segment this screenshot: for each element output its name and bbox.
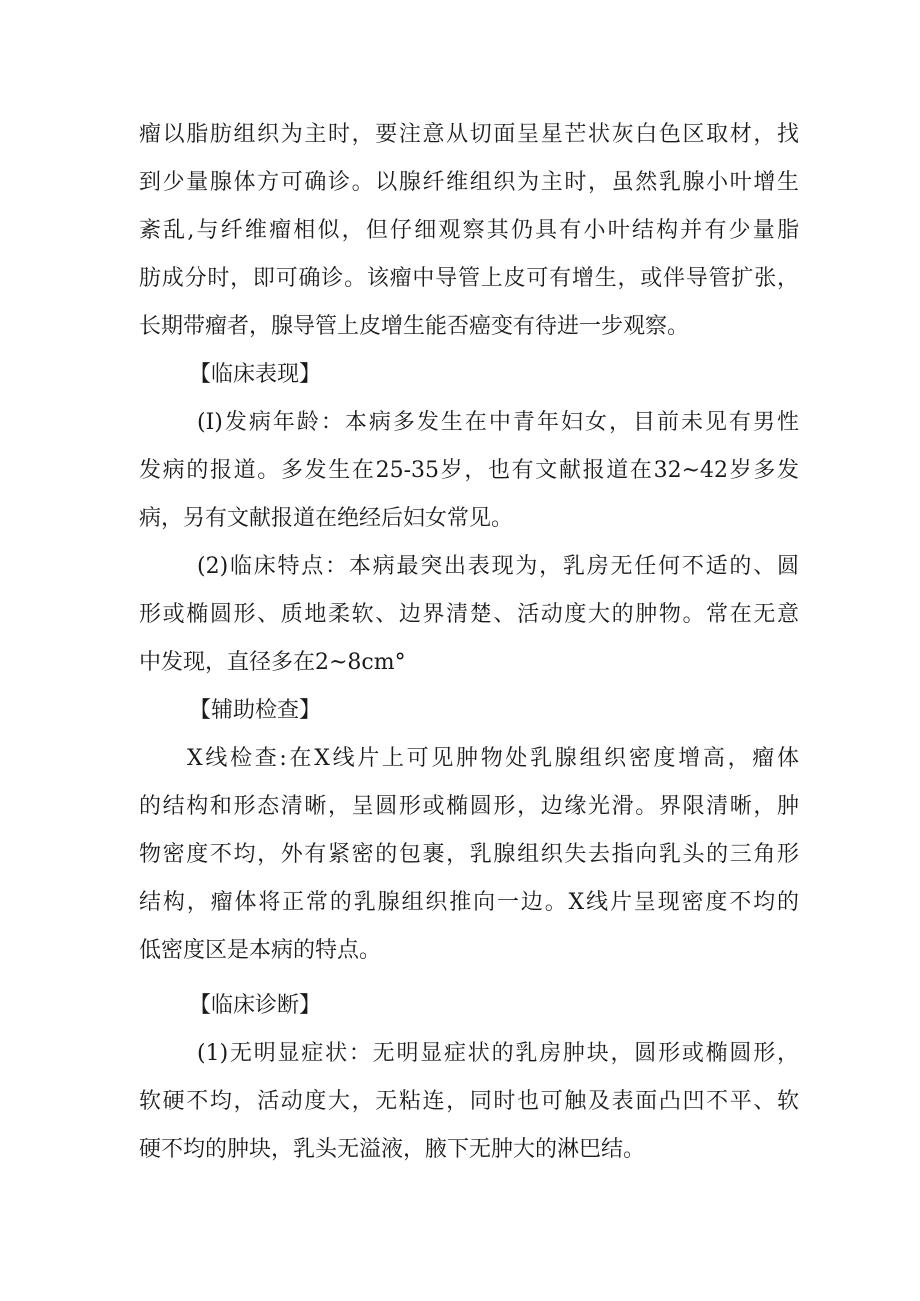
paragraph-line: 长期带瘤者，腺导管上皮增生能否癌变有待进一步观察。 [139,314,690,339]
section-gap [139,975,799,982]
section-heading-diagnosis: 【临床诊断】 [189,993,322,1018]
paragraph-line: 物密度不均，外有紧密的包裹，乳腺组织失去指向乳头的三角形 [139,842,799,867]
section-heading-aux: 【辅助检查】 [189,698,322,723]
paragraph-line: 形或椭圆形、质地柔软、边界清楚、活动度大的肿物。常在无意 [139,602,799,627]
paragraph-line: 病，另有文献报道在绝经后妇女常见。 [139,506,514,531]
paragraph-line: 到少量腺体方可确诊。以腺纤维组织为主时，虽然乳腺小叶增生 [139,170,799,195]
paragraph-line: (2)临床特点：本病最突出表现为，乳房无任何不适的、圆 [197,554,799,579]
paragraph-line: X线检查:在X线片上可见肿物处乳腺组织密度增高，瘤体 [187,746,799,771]
paragraph-line: 软硬不均，活动度大，无粘连，同时也可触及表面凸凹不平、软 [139,1089,799,1114]
paragraph-line: (I)发病年龄：本病多发生在中青年妇女，目前未见有男性 [197,410,799,435]
paragraph-line: 中发现，直径多在2~8cm° [139,650,406,675]
paragraph-line: 瘤以脂肪组织为主时，要注意从切面呈星芒状灰白色区取材，找 [139,122,799,147]
section-heading-clinical: 【临床表现】 [189,362,322,387]
paragraph-line: 发病的报道。多发生在25-35岁，也有文献报道在32~42岁多发 [139,458,799,483]
paragraph-line: 低密度区是本病的特点。 [139,938,382,963]
paragraph-line: 结构，瘤体将正常的乳腺组织推向一边。X线片呈现密度不均的 [139,890,799,915]
paragraph-line: 的结构和形态清晰，呈圆形或椭圆形，边缘光滑。界限清晰，肿 [139,794,799,819]
paragraph-line: 肪成分时，即可确诊。该瘤中导管上皮可有增生，或伴导管扩张， [139,266,799,291]
paragraph-line: 紊乱,与纤维瘤相似，但仔细观察其仍具有小叶结构并有少量脂 [139,218,799,243]
document-body [139,111,799,1174]
paragraph-line: 硬不均的肿块，乳头无溢液，腋下无肿大的淋巴结。 [139,1137,646,1162]
paragraph-line: (1)无明显症状：无明显症状的乳房肿块，圆形或椭圆形， [197,1041,799,1066]
